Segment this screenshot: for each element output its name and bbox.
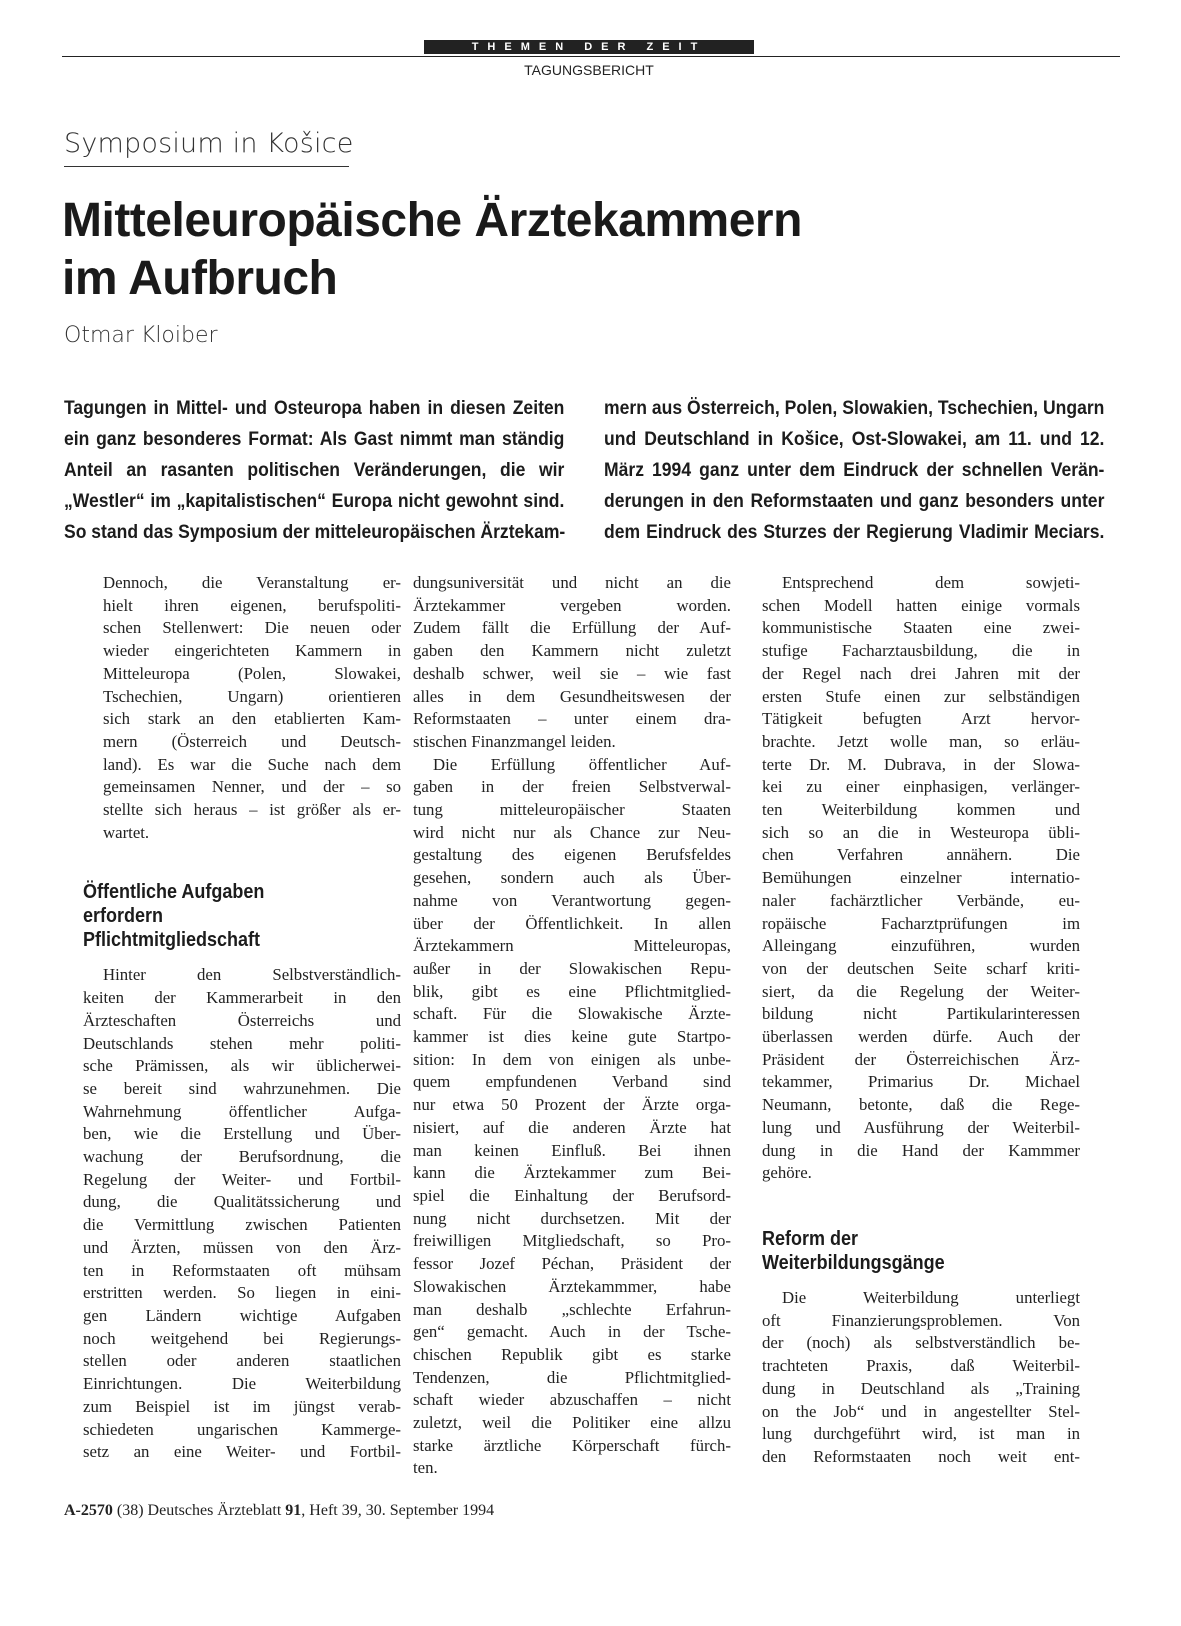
text-line: kann die Ärztekammer zum Bei-	[413, 1163, 731, 1183]
text-line: die Vermittlung zwischen Patienten	[83, 1215, 401, 1235]
text-line: sich so an die in Westeuropa übli-	[762, 822, 1080, 842]
text-line: tekammer, Primarius Dr. Michael	[762, 1072, 1080, 1092]
lead-line: „Westler“ im „kapitalistischen“ Europa nicht gewohnt sind.	[64, 490, 565, 512]
text-line: gen“ gemacht. Auch in der Tsche-	[413, 1322, 731, 1342]
text-line: Reformstaaten – unter einem dra-	[413, 709, 731, 729]
text-line: Tschechien, Ungarn) orientieren	[103, 686, 401, 706]
text-line: Wahrnehmung öffentlicher Aufga-	[83, 1101, 401, 1121]
text-line: erstritten werden. So liegen in eini-	[83, 1283, 401, 1303]
text-line: Alleingang einzuführen, wurden	[762, 936, 1080, 956]
text-line: Einrichtungen. Die Weiterbildung	[83, 1374, 401, 1394]
page-number: A-2570	[64, 1502, 113, 1519]
text-line: Ärztekammer vergeben worden.	[413, 595, 731, 615]
text-line: trachteten Praxis, daß Weiterbil-	[762, 1356, 1080, 1376]
paragraph	[413, 572, 731, 754]
text-line: noch weitgehend bei Regierungs-	[83, 1328, 401, 1348]
text-line: stischen Finanzmangel leiden.	[413, 731, 616, 751]
text-line: der (noch) als selbstverständlich be-	[762, 1333, 1080, 1353]
text-line: gemeinsamen Nenner, und der – so	[103, 777, 401, 797]
lead-line: So stand das Symposium der mitteleuropäischen Ärztekam-	[64, 521, 566, 543]
body-column-3	[762, 572, 1080, 1469]
text-line: ersten Stufe einen zur selbständigen	[762, 686, 1080, 706]
text-line: kammer ist dies keine gute Startpo-	[413, 1027, 731, 1047]
footer-volume: 91	[285, 1502, 302, 1519]
article-title	[62, 192, 1122, 308]
text-line: Hinter den Selbstverständlich-	[103, 965, 401, 985]
subheading-line: Weiterbildungsgänge	[762, 1251, 945, 1274]
text-line: schaft wieder abzuschaffen – nicht	[413, 1390, 731, 1410]
paragraph	[762, 572, 1080, 1185]
text-line: zuletzt, weil die Politiker eine allzu	[413, 1413, 731, 1433]
text-line: blik, gibt es eine Pflichtmitglied-	[413, 981, 731, 1001]
text-line: quem empfundenen Verband sind	[413, 1072, 731, 1092]
text-line: Mitteleuropa (Polen, Slowakei,	[103, 663, 401, 683]
text-line: nur etwa 50 Prozent der Ärzte orga-	[413, 1095, 731, 1115]
text-line: hielt ihren eigenen, berufspoliti-	[103, 595, 401, 615]
text-line: dung in die Hand der Kammmer	[762, 1140, 1080, 1160]
text-line: chen Verfahren annähern. Die	[762, 845, 1080, 865]
text-line: oft Finanzierungsproblemen. Von	[762, 1310, 1080, 1330]
lead-line: Tagungen in Mittel- und Osteuropa haben in diesen Zeiten	[64, 397, 565, 419]
paragraph	[83, 964, 401, 1463]
text-line: gehöre.	[762, 1163, 812, 1183]
text-line: der Regel nach drei Jahren mit der	[762, 663, 1080, 683]
article-kicker: Symposium in Košice	[64, 128, 354, 159]
text-line: man deshalb „schlechte Erfahrun-	[413, 1299, 731, 1319]
text-line: Dennoch, die Veranstaltung er-	[103, 573, 401, 592]
text-line: ten.	[413, 1458, 438, 1478]
text-line: spiel die Einhaltung der Berufsord-	[413, 1185, 731, 1205]
header-rule	[62, 56, 1120, 57]
lead-line: März 1994 ganz unter dem Eindruck der schnellen Verän-	[604, 459, 1105, 481]
lead-line: und Deutschland in Košice, Ost-Slowakei, am 11. und 12.	[604, 428, 1105, 450]
subheading	[762, 1227, 1068, 1275]
text-line: Bemühungen einzelner internatio-	[762, 868, 1080, 888]
text-line: ben, wie die Erstellung und Über-	[83, 1124, 401, 1144]
paragraph	[83, 572, 401, 844]
text-line: gestaltung des eigenen Berufsfeldes	[413, 845, 731, 865]
subheading-line: erfordern	[83, 905, 164, 928]
text-line: und Ärzten, müssen von den Ärz-	[83, 1237, 401, 1257]
text-line: gaben den Kammern nicht zuletzt	[413, 641, 731, 661]
text-line: kommunistische Staaten eine zwei-	[762, 618, 1080, 638]
lead-left	[64, 393, 564, 548]
text-line: land). Es war die Suche nach dem	[103, 754, 401, 774]
text-line: schiedeten ungarischen Kammerge-	[83, 1419, 401, 1439]
text-line: von der deutschen Seite scharf kriti-	[762, 958, 1080, 978]
text-line: Präsident der Österreichischen Ärz-	[762, 1049, 1080, 1069]
text-line: deshalb schwer, weil sie – wie fast	[413, 663, 731, 683]
text-line: nisiert, auf die anderen Ärzte hat	[413, 1117, 731, 1137]
text-line: Entsprechend dem sowjeti-	[782, 573, 1080, 592]
text-line: den Reformstaaten noch weit ent-	[762, 1446, 1080, 1466]
subheading	[83, 880, 389, 952]
text-line: ten in Reformstaaten oft mühsam	[83, 1260, 401, 1280]
text-line: terte Dr. M. Dubrava, in der Slowa-	[762, 754, 1080, 774]
subheading-line: Pflichtmitgliedschaft	[83, 929, 261, 952]
text-line: nahme von Verantwortung gegen-	[413, 890, 731, 910]
text-line: starke ärztliche Körperschaft fürch-	[413, 1435, 731, 1455]
text-line: überlassen werden dürfe. Auch der	[762, 1027, 1080, 1047]
text-line: über der Öffentlichkeit. In allen	[413, 913, 731, 933]
text-line: Ärztekammern Mitteleuropas,	[413, 936, 731, 956]
text-line: dungsuniversität und nicht an die	[413, 573, 731, 592]
text-line: Neumann, betonte, daß die Rege-	[762, 1095, 1080, 1115]
paragraph	[762, 1287, 1080, 1469]
text-line: außer in der Slowakischen Repu-	[413, 958, 731, 978]
text-line: Regelung der Weiter- und Fortbil-	[83, 1169, 401, 1189]
text-line: ropäische Facharztprüfungen im	[762, 913, 1080, 933]
text-line: schaft. Für die Slowakische Ärzte-	[413, 1004, 731, 1024]
text-line: gesehen, sondern auch als Über-	[413, 868, 731, 888]
text-line: schen Stellenwert: Die neuen oder	[103, 618, 401, 638]
text-line: stufige Facharztausbildung, die in	[762, 641, 1080, 661]
body-column-2	[413, 572, 731, 1480]
text-line: wieder eingerichteten Kammern in	[103, 641, 401, 661]
paragraph	[413, 754, 731, 1481]
text-line: mern (Österreich und Deutsch-	[103, 731, 401, 751]
text-line: brachte. Jetzt wolle man, so erläu-	[762, 731, 1080, 751]
text-line: wartet.	[103, 822, 150, 842]
text-line: schen Modell hatten einige vormals	[762, 595, 1080, 615]
text-line: bildung nicht Partikularinteressen	[762, 1004, 1080, 1024]
text-line: dung, die Qualitätssicherung und	[83, 1192, 401, 1212]
text-line: man keinen Einfluß. Bei ihnen	[413, 1140, 731, 1160]
text-line: alles in dem Gesundheitswesen der	[413, 686, 731, 706]
text-line: stellen oder anderen staatlichen	[83, 1351, 401, 1371]
text-line: wachung der Berufsordnung, die	[83, 1147, 401, 1167]
text-line: gaben in der freien Selbstverwal-	[413, 777, 731, 797]
section-label: TAGUNGSBERICHT	[524, 62, 654, 78]
text-line: naler fachärztlicher Verbände, eu-	[762, 890, 1080, 910]
text-line: on the Job“ und in angestellter Stel-	[762, 1401, 1080, 1421]
title-line: im Aufbruch	[62, 252, 338, 305]
kicker-underline	[64, 166, 349, 167]
subheading-line: Reform der	[762, 1227, 859, 1250]
body-column-1	[83, 572, 401, 1464]
page-footer	[64, 1502, 494, 1520]
text-line: Die Weiterbildung unterliegt	[782, 1287, 1080, 1307]
article-author: Otmar Kloiber	[64, 323, 218, 348]
text-line: chischen Republik gibt es starke	[413, 1344, 731, 1364]
text-line: tung mitteleuropäischer Staaten	[413, 800, 731, 820]
title-line: Mitteleuropäische Ärztekammern	[62, 194, 802, 247]
text-line: wird nicht nur als Chance zur Neu-	[413, 822, 731, 842]
text-line: Ärzteschaften Österreichs und	[83, 1010, 401, 1030]
text-line: fessor Jozef Péchan, Präsident der	[413, 1254, 731, 1274]
text-line: ten Weiterbildung kommen und	[762, 800, 1080, 820]
lead-line: mern aus Österreich, Polen, Slowakien, Tschechien, Ungarn	[604, 397, 1105, 419]
text-line: Deutschlands stehen mehr politi-	[83, 1033, 401, 1053]
text-line: gen Ländern wichtige Aufgaben	[83, 1305, 401, 1325]
text-line: setz an eine Weiter- und Fortbil-	[83, 1442, 401, 1462]
lead-line: Anteil an rasanten politischen Veränderungen, die wir	[64, 459, 565, 481]
text-line: kei zu einer einphasigen, verlänger-	[762, 777, 1080, 797]
text-line: keiten der Kammerarbeit in den	[83, 988, 401, 1008]
lead-line: dem Eindruck des Sturzes der Regierung Vladimir Meciars.	[604, 521, 1105, 543]
lead-right	[604, 393, 1104, 548]
lead-line: derungen in den Reformstaaten und ganz besonders unter	[604, 490, 1105, 512]
text-line: se bereit sind wahrzunehmen. Die	[83, 1078, 401, 1098]
text-line: Zudem fällt die Erfüllung der Auf-	[413, 618, 731, 638]
text-line: sich stark an den etablierten Kam-	[103, 709, 401, 729]
text-line: Die Erfüllung öffentlicher Auf-	[433, 754, 731, 774]
text-line: Tendenzen, die Pflichtmitglied-	[413, 1367, 731, 1387]
footer-journal: (38) Deutsches Ärzteblatt	[112, 1502, 286, 1519]
text-line: sition: In dem von einigen als unbe-	[413, 1049, 731, 1069]
text-line: lung durchgeführt wird, ist man in	[762, 1424, 1080, 1444]
text-line: nung nicht durchsetzen. Mit der	[413, 1208, 731, 1228]
subheading-line: Öffentliche Aufgaben	[83, 881, 265, 904]
text-line: stellte sich heraus – ist größer als er-	[103, 800, 401, 820]
lead-line: ein ganz besonderes Format: Als Gast nimmt man ständig	[64, 428, 565, 450]
text-line: Tätigkeit befugten Arzt hervor-	[762, 709, 1080, 729]
footer-issue: , Heft 39, 30. September 1994	[301, 1502, 495, 1519]
text-line: dung in Deutschland als „Training	[762, 1378, 1080, 1398]
text-line: sche Prämissen, als wir üblicherwei-	[83, 1056, 401, 1076]
text-line: lung und Ausführung der Weiterbil-	[762, 1117, 1080, 1137]
text-line: Slowakischen Ärztekammmer, habe	[413, 1276, 731, 1296]
text-line: freiwilligen Mitgliedschaft, so Pro-	[413, 1231, 731, 1251]
text-line: zum Beispiel ist im jüngst verab-	[83, 1396, 401, 1416]
text-line: siert, da die Regelung der Weiter-	[762, 981, 1080, 1001]
section-banner: THEMEN DER ZEIT	[424, 40, 754, 54]
